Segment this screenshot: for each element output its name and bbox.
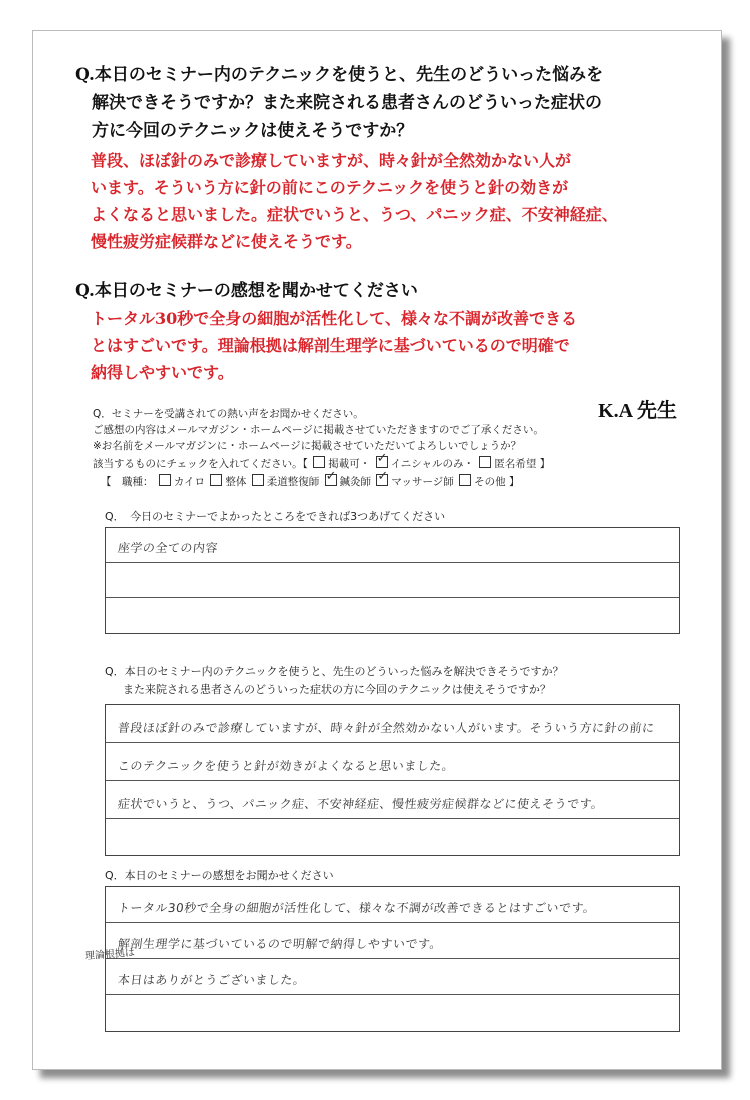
job-checkbox[interactable]	[252, 474, 264, 486]
handwritten-text: 普段ほぼ針のみで診療していますが、時々針が全然効かない人がいます。そういう方に針の前に	[117, 721, 656, 735]
job-suffix: 】	[508, 476, 520, 488]
consent-row	[93, 456, 550, 472]
job-option: 柔道整復師	[266, 476, 320, 488]
question-2-line: Q.本日のセミナーの感想を聞かせてください	[75, 281, 418, 301]
technique-answer-box	[105, 704, 680, 856]
question-1-line: 方に今回のテクニックは使えそうですか？	[92, 121, 414, 141]
question-1	[75, 61, 603, 145]
handwritten-text: このテクニックを使うと針が効きがよくなると思いました。	[117, 759, 455, 773]
answer-line[interactable]	[106, 705, 679, 743]
question-2	[75, 277, 418, 305]
answer-line[interactable]	[106, 743, 679, 781]
testimonial-page	[32, 30, 722, 1070]
handwritten-text: 解剖生理学に基づいているので明解で納得しやすいです。	[117, 937, 443, 951]
form-header-line: Q．セミナーを受講されての熱い声をお聞かせください。	[93, 408, 364, 420]
consent-checkbox[interactable]	[479, 456, 491, 468]
consent-checkbox[interactable]	[313, 456, 325, 468]
technique-question-line: また来院される患者さんのどういった症状の方に今回のテクニックは使えそうですか？	[123, 683, 551, 696]
job-checkbox[interactable]	[210, 474, 222, 486]
good-points-question: Q． 今日のセミナーでよかったところをできれば3つあげてください	[105, 510, 446, 523]
good-points-box	[105, 527, 680, 634]
job-prefix: 【 職種：	[101, 476, 154, 488]
answer-1-line: 慢性疲労症候群などに使えそうです。	[91, 232, 362, 251]
answer-line[interactable]	[106, 923, 679, 959]
answer-2-line: 納得しやすいです。	[91, 363, 234, 382]
job-option: 鍼灸師	[339, 476, 372, 488]
job-checkbox[interactable]	[376, 474, 388, 486]
answer-line[interactable]	[106, 528, 679, 563]
answer-1-line: います。そういう方に針の前にこのテクニックを使うと針の効きが	[91, 178, 569, 197]
scanned-form	[63, 401, 703, 1061]
handwritten-text: 症状でいうと、うつ、パニック症、不安神経症、慢性疲労症候群などに使えそうです。	[117, 797, 605, 811]
job-option: カイロ	[173, 476, 206, 488]
answer-2-line: トータル30秒で全身の細胞が活性化して、様々な不調が改善できる	[91, 309, 577, 328]
question-1-line: Q.本日のセミナー内のテクニックを使うと、先生のどういった悩みを	[75, 65, 604, 85]
impression-answer-box	[105, 886, 680, 1032]
consent-option: イニシャルのみ・	[390, 458, 474, 470]
answer-1-line: 普段、ほぼ針のみで診療していますが、時々針が全然効かない人が	[91, 151, 572, 170]
handwritten-text: 本日はありがとうございました。	[117, 973, 307, 987]
handwritten-text: トータル30秒で全身の細胞が活性化して、様々な不調が改善できるとはすごいです。	[117, 901, 597, 915]
margin-note: 理論根拠は	[84, 947, 136, 963]
form-header-line: ※お名前をメールマガジンに・ホームページに掲載させていただいてよろしいでしょうか？	[93, 440, 522, 452]
teacher-name: K.A 先生	[598, 400, 677, 422]
question-1-line: 解決できそうですか？また来院される患者さんのどういった症状の	[92, 93, 602, 113]
answer-line[interactable]	[106, 959, 679, 995]
answer-1	[91, 147, 618, 255]
job-checkbox[interactable]	[325, 474, 337, 486]
answer-line[interactable]	[106, 563, 679, 598]
consent-option: 匿名希望	[494, 458, 537, 470]
consent-checkbox[interactable]	[376, 456, 388, 468]
job-option: 整体	[225, 476, 247, 488]
consent-suffix: 】	[539, 458, 551, 470]
job-option: マッサージ師	[391, 476, 454, 488]
job-checkbox[interactable]	[159, 474, 171, 486]
job-row	[101, 474, 519, 490]
answer-2	[91, 305, 577, 386]
technique-question-line: Q．本日のセミナー内のテクニックを使うと、先生のどういった悩みを解決できそうですか？	[105, 665, 564, 678]
answer-line[interactable]	[106, 781, 679, 819]
answer-line[interactable]	[106, 598, 679, 633]
answer-line[interactable]	[106, 819, 679, 855]
form-header-line: ご感想の内容はメールマガジン・ホームページに掲載させていただきますのでご了承ください。	[93, 424, 544, 436]
answer-line[interactable]	[106, 887, 679, 923]
handwritten-text: 座学の全ての内容	[117, 541, 219, 555]
answer-line[interactable]	[106, 995, 679, 1031]
job-option: その他	[474, 476, 506, 488]
answer-1-line: よくなると思いました。症状でいうと、うつ、パニック症、不安神経症、	[91, 205, 618, 224]
consent-prefix: 該当するものにチェックを入れてください。【	[93, 458, 308, 470]
consent-option: 掲載可・	[328, 458, 371, 470]
job-checkbox[interactable]	[459, 474, 471, 486]
impression-question: Q．本日のセミナーの感想をお聞かせください	[105, 869, 334, 882]
answer-2-line: とはすごいです。理論根拠は解剖生理学に基づいているので明確で	[91, 336, 570, 355]
